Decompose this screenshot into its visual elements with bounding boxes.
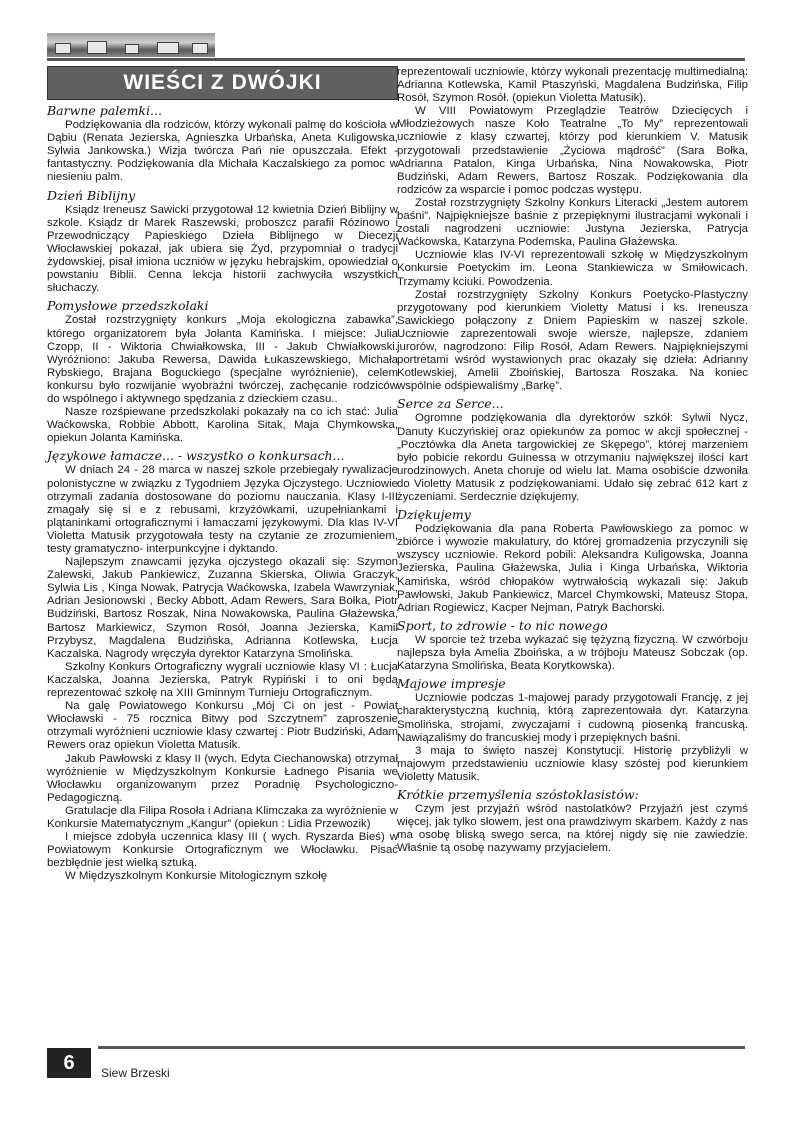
section-title: Serce za Serce... xyxy=(397,396,504,412)
paragraph: Został rozstrzygnięty Szkolny Konkurs Poetycko-Plastyczny przygotowany pod kierunkiem Violetty Matusi i ks. Ireneusza Sawickiego połączony z Dniem Papieskim w naszej szkole. Uczniowie zaprezentowali swoje wiersze, najlepsze, zdaniem jurorów, nagrodzono: Filip Rosół, Adam Rewers. Najpiękniejszymi portretami wśród wystawionych prac okazały się dzieła: Adrianny Kotlewskiej, Amelii Zboińskiej, Bartosza Roszaka. Na koniec wspólnie odśpiewaliśmy „Barkę”. xyxy=(397,288,748,393)
paragraph: Został rozstrzygnięty Szkolny Konkurs Literacki „Jestem autorem baśni”. Najpiękniejsze baśnie z przepięknymi ilustracjami wykonali i zostali nagrodzeni uczniowie: Justyna Jezierska, Patrycja Waćkowska, Katarzyna Podemska, Paulina Głażewska. xyxy=(397,196,748,249)
left-column-body xyxy=(47,104,398,883)
paragraph: reprezentowali uczniowie, którzy wykonali prezentację multimedialną: Adrianna Kotlewska, Kamil Ptaszyński, Magdalena Budzińska, Filip Rosół, Szymon Rosół. (opiekun Violetta Matusik). xyxy=(397,66,748,105)
paragraph: Szkolny Konkurs Ortograficzny wygrali uczniowie klasy VI : Łucja Kaczalska, Joanna Jezierska, Patryk Rypiński i to oni będą reprezentować szkołę na XIII Gminnym Turnieju Ortograficznym. xyxy=(47,660,398,700)
right-column xyxy=(397,66,748,855)
section-title: Językowe łamacze... - wszystko o konkursach... xyxy=(47,448,345,464)
section-title: Majowe impresje xyxy=(397,676,506,692)
paragraph: W dniach 24 - 28 marca w naszej szkole przebiegały rywalizacje polonistyczne w związku z Tygodniem Języka Ojczystego. Uczniowie otrzymali zadania dostosowane do poziomu nauczania. Klasy I-III zmagały się si e z rebusami, krzyżówkami, uzupełniankami i plątaninkami ortograficznymi i łamaczami językowymi. Dla klas IV-VI Violetta Matusik przygotowała testy na czytanie ze zrozumieniem, testy gramatyczno- interpunkcyjne i dyktando. xyxy=(47,464,398,555)
section-title: Pomysłowe przedszkolaki xyxy=(47,298,209,314)
paragraph: Został rozstrzygnięty konkurs „Moja ekologiczna zabawka”, którego organizatorem była Jolanta Kamińska. I miejsce: Julia Czopp, II - Wiktoria Chwiałkowska, III - Jakub Chwiałkowski. Wyróżniono: Jakuba Rewersa, Dawida Łukaszewskiego, Michała Rybskiego, Brajana Boguckiego (specjalne wyróżnienie), celem konkursu było rozwijanie wyobraźni twórczej, zachęcanie rodziców do wspólnego i aktywnego spędzania z dzieckiem czasu.. xyxy=(47,314,398,405)
paragraph: W VIII Powiatowym Przeglądzie Teatrów Dziecięcych i Młodzieżowych nasze Koło Teatralne „To My” reprezentowali uczniowie z klasy czwartej, którzy pod kierunkiem V. Matusik przygotowali przedstawienie „Życiowa mądrość” (Sara Bołka, Adrianna Patalon, Kinga Urbańska, Nina Nowakowska, Piotr Budziński, Adam Rewers, Bartosz Roszak. Podziękowania dla rodziców za wsparcie i pomoc podczas występu. xyxy=(397,105,748,196)
page-number: 6 xyxy=(47,1048,91,1078)
publication-name: Siew Brzeski xyxy=(101,1066,170,1080)
left-column xyxy=(47,66,398,883)
paragraph: Podziękowania dla rodziców, którzy wykonali palmę do kościoła w Dąbiu (Renata Jezierska, Agnieszka Urbańska, Aneta Kuligowska, Sylwia Jankowska.) Wizja twórcza Pań nie opuszczała. Efekt - fantastyczny. Podziękowania dla Michała Kaczalskiego za pomoc w niesieniu palm. xyxy=(47,119,398,184)
section-title: Barwne palemki... xyxy=(47,103,162,118)
paragraph: Najlepszym znawcami języka ojczystego okazali się: Szymon Zalewski, Jakub Pankiewicz, Zuzanna Skierska, Oliwia Graczyk, Sylwia Lis , Kinga Nowak, Patrycja Waćkowska, Izabela Wawrzyniak, Adrian Jesionowski , Becky Abbott, Adam Rewers, Sara Bołka, Piotr Budziński, Bartosz Roszak, Nina Nowakowska, Paulina Głażewska, Bartosz Markiewicz, Szymon Rosół, Joanna Jezierska, Kamil Przybysz, Magdalena Budzińska, Adrianna Kotlewska, Łucja Kaczalska. Nagrody wręczyła dyrektor Katarzyna Smolińska. xyxy=(47,556,398,660)
paragraph: W sporcie też trzeba wykazać się tężyzną fizyczną. W czwórboju najlepsza była Amelia Zboińska, a w trójboju Mateusz Sobczak (op. Katarzyna Smolińska, Beata Korytkowska). xyxy=(397,633,748,673)
top-rule xyxy=(47,58,745,61)
paragraph: W Międzyszkolnym Konkursie Mitologicznym szkołę xyxy=(65,870,328,883)
paragraph: Gratulacje dla Filipa Rosoła i Adriana Klimczaka za wyróżnienie w Konkursie Matematycznym „Kangur” (opiekun : Lidia Przewozik) xyxy=(47,804,398,830)
paragraph: Ogromne podziękowania dla dyrektorów szkół: Sylwii Nycz, Danuty Kuczyńskiej oraz opiekunów za pomoc w akcji społecznej - „Pocztówka dla Aneta targowickiej ze Skępego”, której marzeniem było pobicie rekordu Guinessa w otrzymaniu największej ilości kart urodzinowych. Aneta choruje od wielu lat. Mama osobiście dzwoniła do Violetty Matusik z podziękowaniami. Udało się zebrać 612 kart z życzeniami. Serdecznie dziękujemy. xyxy=(397,412,748,503)
paragraph: Nasze rozśpiewane przedszkolaki pokazały na co ich stać: Julia Waćkowska, Robbie Abbott, Karolina Sitak, Maja Chymkowska, opiekun Jolanta Kamińska. xyxy=(47,406,398,445)
page-title-bar xyxy=(47,66,398,100)
paragraph: 3 maja to święto naszej Konstytucji. Historię przybliżyli w majowym przedstawieniu uczniowie klasy szóstej pod kierunkiem Violetty Matusik. xyxy=(397,744,748,783)
section-title: Krótkie przemyślenia szóstoklasistów: xyxy=(397,786,639,802)
section-title: Dziękujemy xyxy=(397,507,471,523)
paragraph: I miejsce zdobyła uczennica klasy III ( wych. Ryszarda Bieś) w Powiatowym Konkursie Ortograficznym we Włocławku. Pisać bezbłędnie jest wielką sztuką. xyxy=(47,831,398,870)
paragraph: Jakub Pawłowski z klasy II (wych. Edyta Ciechanowska) otrzymał wyróżnienie w Międzyszkolnym Konkursie Ładnego Pisania we Włocławku organizowanym przez Poradnię Psychologiczno- Pedagogiczną. xyxy=(47,752,398,804)
page-title: WIEŚCI Z DWÓJKI xyxy=(123,71,322,95)
section-title: Dzień Biblijny xyxy=(47,187,136,203)
paragraph: Czym jest przyjaźń wśród nastolatków? Przyjaźń jest czymś więcej, jak tylko słowem, jest ona prawdziwym skarbem. Każdy z nas ma osobę bliską swego serca, na której nigdy się nie zawiedzie. Właśnie tą osobę nazywamy przyjacielem. xyxy=(397,803,748,855)
paragraph: Podziękowania dla pana Roberta Pawłowskiego za pomoc w zbiórce i wywozie makulatury, do której gromadzenia przyczynili się wszyscy uczniowie. Rekord pobili: Aleksandra Kuligowska, Joanna Jezierska, Paulina Głażewska, Julia i Kinga Urbańska, Wiktoria Kamińska, wśród chłopaków wytrwałością wykazali się: Jakub Pawłowski, Jakub Pankiewicz, Marcel Chymkowski, Mateusz Stopa, Adrian Rogiewicz, Kacper Nejman, Patryk Bachorski. xyxy=(397,523,748,614)
paragraph: Uczniowie klas IV-VI reprezentowali szkołę w Międzyszkolnym Konkursie Poetyckim im. Leona Stankiewicza w Smiłowicach. Trzymamy kciuki. Powodzenia. xyxy=(397,249,748,288)
header-photo-strip xyxy=(47,33,215,57)
paragraph: Uczniowie podczas 1-majowej parady przygotowali Francję, z jej charakterystyczną kuchnią, którą zaprezentowała dyr. Katarzyna Smolińska, strojami, zwyczajami i cudowną piosenką francuską. Nawiązaliśmy do francuskiej mody i przepięknych baśni. xyxy=(397,692,748,744)
paragraph: Na galę Powiatowego Konkursu „Mój Ci on jest - Powiat Włocławski - 75 rocznica Bitwy pod Szczytnem” zaproszenie otrzymali wyróżnieni uczniowie klasy czwartej : Piotr Budziński, Adam Rewers oraz opiekun Violetta Matusik. xyxy=(47,700,398,752)
section-title: Sport, to zdrowie - to nic nowego xyxy=(397,617,608,633)
bottom-rule xyxy=(98,1046,745,1049)
paragraph: Ksiądz Ireneusz Sawicki przygotował 12 kwietnia Dzień Biblijny w szkole. Ksiądz dr Marek Raszewski, proboszcz parafii Rózinowo i Przewodniczący Papieskiego Dzieła Biblijnego w Diecezji Włocławskiej pokazał, jak ubiera się Żyd, przypomniał o tradycji żydowskiej, pisał imiona uczniów w języku hebrajskim, opowiedział o powstaniu Biblii. Cenna lekcja historii zachwyciła wszystkich słuchaczy. xyxy=(47,203,398,295)
